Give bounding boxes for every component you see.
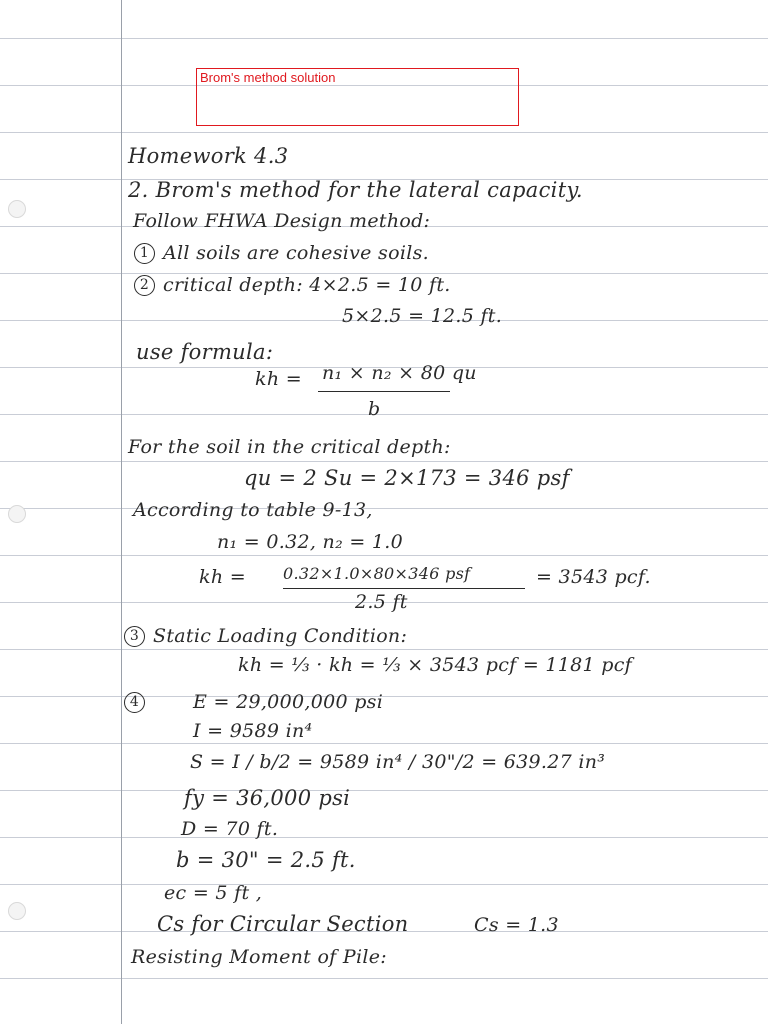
kh-calc-denominator: 2.5 ft xyxy=(355,591,408,613)
kh-calc-result: = 3543 pcf. xyxy=(536,566,651,588)
eccentricity-line: ec = 5 ft , xyxy=(164,882,263,904)
step3-text: Static Loading Condition: xyxy=(153,625,408,647)
according-line: According to table 9-13, xyxy=(133,499,373,521)
follow-line: Follow FHWA Design method: xyxy=(133,210,431,232)
step4-number: 4 xyxy=(124,692,145,713)
punch-hole xyxy=(8,200,26,218)
modulus-line: E = 29,000,000 psi xyxy=(193,691,384,713)
kh-formula-fraction-bar xyxy=(318,391,450,392)
step3-number: 3 xyxy=(124,626,145,647)
step3-line xyxy=(124,625,407,647)
kh-formula-lhs: kh = xyxy=(255,368,302,390)
kh-calc-lhs: kh = xyxy=(199,566,246,588)
n-values-line: n₁ = 0.32, n₂ = 1.0 xyxy=(217,531,404,553)
punch-hole xyxy=(8,505,26,523)
step2-second-line: 5×2.5 = 12.5 ft. xyxy=(342,305,503,327)
qu-equation: qu = 2 Su = 2×173 = 346 psf xyxy=(244,466,570,490)
homework-title: Homework 4.3 xyxy=(128,144,289,168)
pile-length-line: D = 70 ft. xyxy=(181,818,279,840)
step3-equation: kh = ⅓ · kh = ⅓ × 3543 pcf = 1181 pcf xyxy=(238,654,633,676)
kh-calc-fraction-bar xyxy=(283,588,525,589)
soil-critical-depth-line: For the soil in the critical depth: xyxy=(128,436,451,458)
pile-diameter-line: b = 30" = 2.5 ft. xyxy=(176,848,356,872)
kh-formula-numerator: n₁ × n₂ × 80 qu xyxy=(322,362,477,384)
kh-calc-numerator: 0.32×1.0×80×346 psf xyxy=(283,564,471,583)
annotation-box[interactable] xyxy=(196,68,519,126)
step2-number: 2 xyxy=(134,275,155,296)
yield-strength-line: fy = 36,000 psi xyxy=(184,786,351,810)
problem-line: 2. Brom's method for the lateral capacity. xyxy=(128,178,583,202)
punch-hole xyxy=(8,902,26,920)
margin-line xyxy=(121,0,122,1024)
step2-text: critical depth: 4×2.5 = 10 ft. xyxy=(163,274,451,296)
cs-line: Cs for Circular Section xyxy=(157,912,409,936)
annotation-label: Brom's method solution xyxy=(200,70,336,85)
cs-value: Cs = 1.3 xyxy=(474,914,559,936)
use-formula: use formula: xyxy=(136,340,274,364)
step1-line xyxy=(134,242,429,264)
inertia-line: I = 9589 in⁴ xyxy=(193,720,313,742)
resisting-moment-line: Resisting Moment of Pile: xyxy=(131,946,387,968)
step1-text: All soils are cohesive soils. xyxy=(163,242,429,264)
kh-formula-denominator: b xyxy=(368,398,381,420)
step2-line xyxy=(134,274,451,296)
step1-number: 1 xyxy=(134,243,155,264)
section-modulus-line: S = I / b/2 = 9589 in⁴ / 30"/2 = 639.27 in³ xyxy=(190,751,606,773)
step4-marker xyxy=(124,691,153,713)
